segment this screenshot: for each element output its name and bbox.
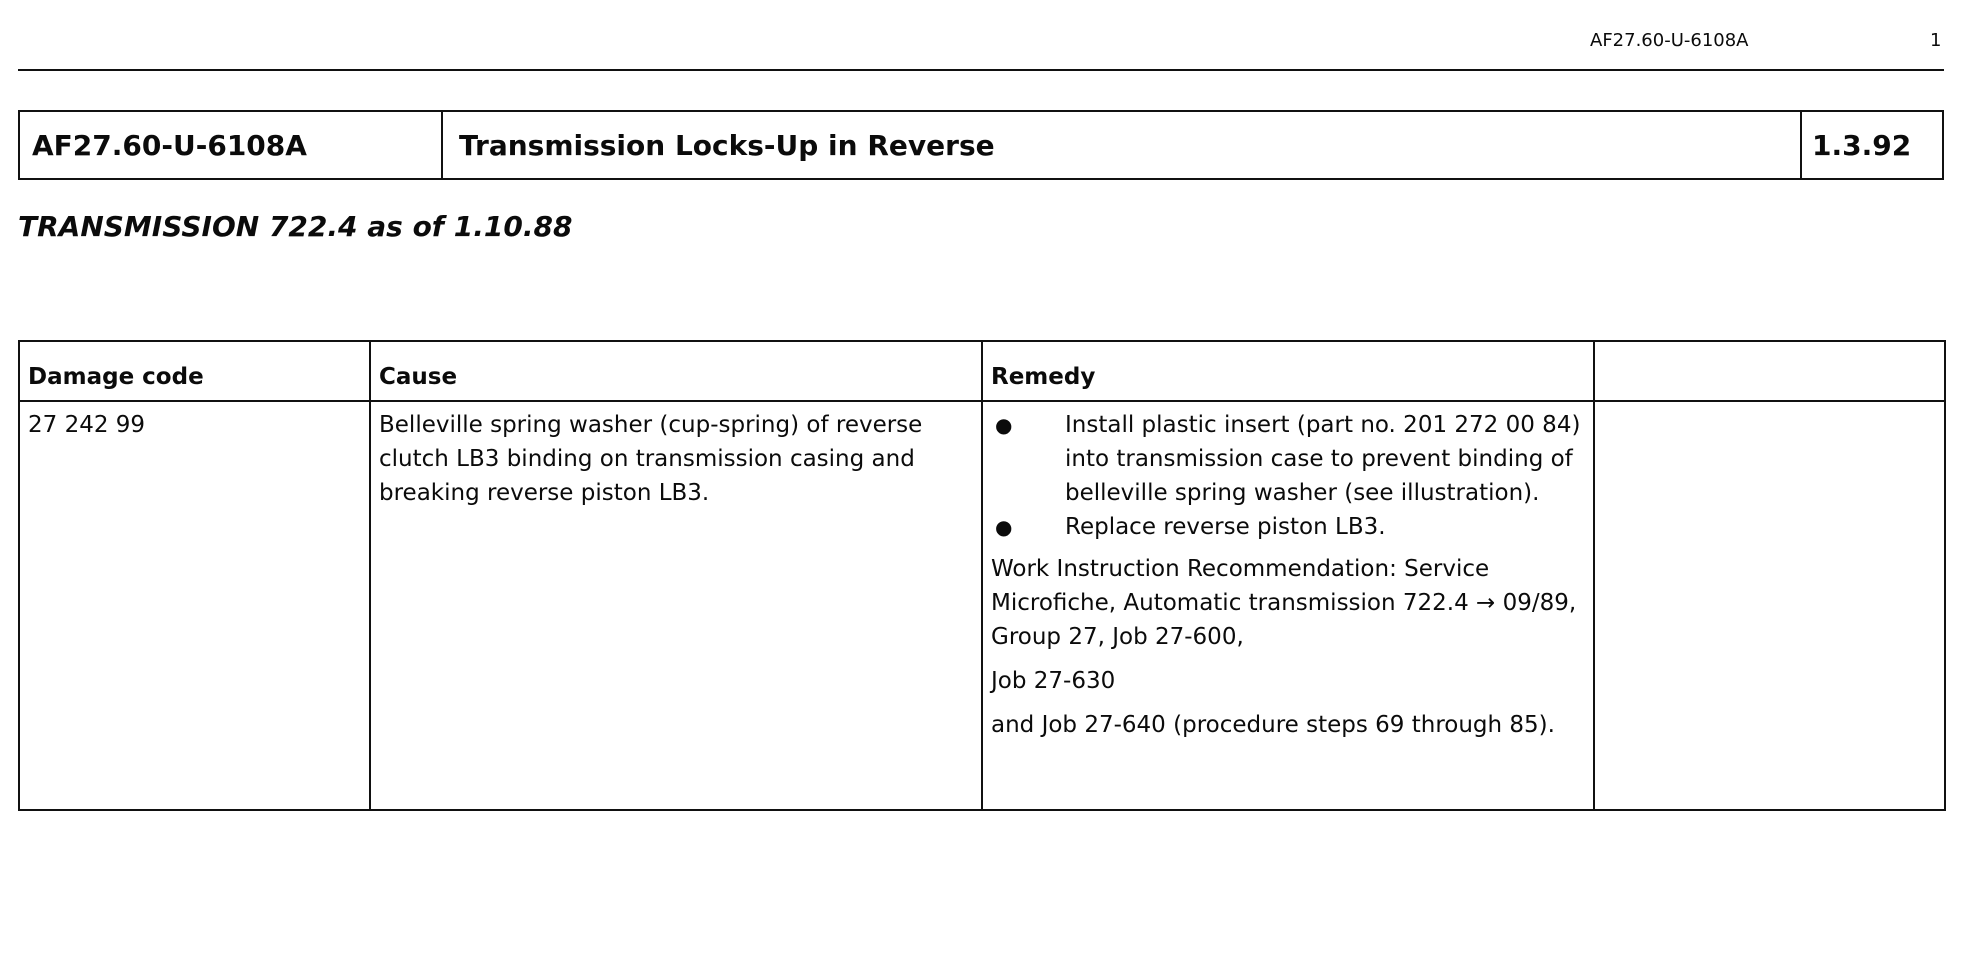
title-bar xyxy=(18,110,1944,180)
table-row xyxy=(19,401,1945,810)
remedy-list xyxy=(991,408,1585,544)
cause-cell: Belleville spring washer (cup-spring) of reverse clutch LB3 binding on transmission casing and breaking reverse piston LB3. xyxy=(370,401,982,810)
final-line: and Job 27-640 (procedure steps 69 through 85). xyxy=(991,712,1555,738)
title-date: 1.3.92 xyxy=(1812,128,1912,162)
work-instruction: Work Instruction Recommendation: Service Microfiche, Automatic transmission 722.4 → 09/89, Group 27, Job 27-600, xyxy=(991,556,1577,650)
damage-table xyxy=(18,340,1946,811)
header-remedy: Remedy xyxy=(982,341,1594,401)
header-rule xyxy=(18,69,1944,71)
empty-cell xyxy=(1594,401,1945,810)
header-damage-code: Damage code xyxy=(19,341,370,401)
header-document-code: AF27.60-U-6108A xyxy=(1590,30,1749,51)
job-line: Job 27-630 xyxy=(991,668,1116,694)
title-text: Transmission Locks-Up in Reverse xyxy=(443,112,1802,178)
title-code: AF27.60-U-6108A xyxy=(20,112,443,178)
header-cause: Cause xyxy=(370,341,982,401)
damage-code-cell: 27 242 99 xyxy=(19,401,370,810)
header-empty xyxy=(1594,341,1945,401)
remedy-item: ● Install plastic insert (part no. 201 272 00 84) into transmission case to prevent binding of belleville spring washer (see illustration). xyxy=(991,408,1585,510)
table-header-row xyxy=(19,341,1945,401)
remedy-cell xyxy=(982,401,1594,810)
section-heading: TRANSMISSION 722.4 as of 1.10.88 xyxy=(18,210,573,243)
remedy-item: ● Replace reverse piston LB3. xyxy=(991,510,1585,544)
page-number: 1 xyxy=(1930,30,1942,51)
